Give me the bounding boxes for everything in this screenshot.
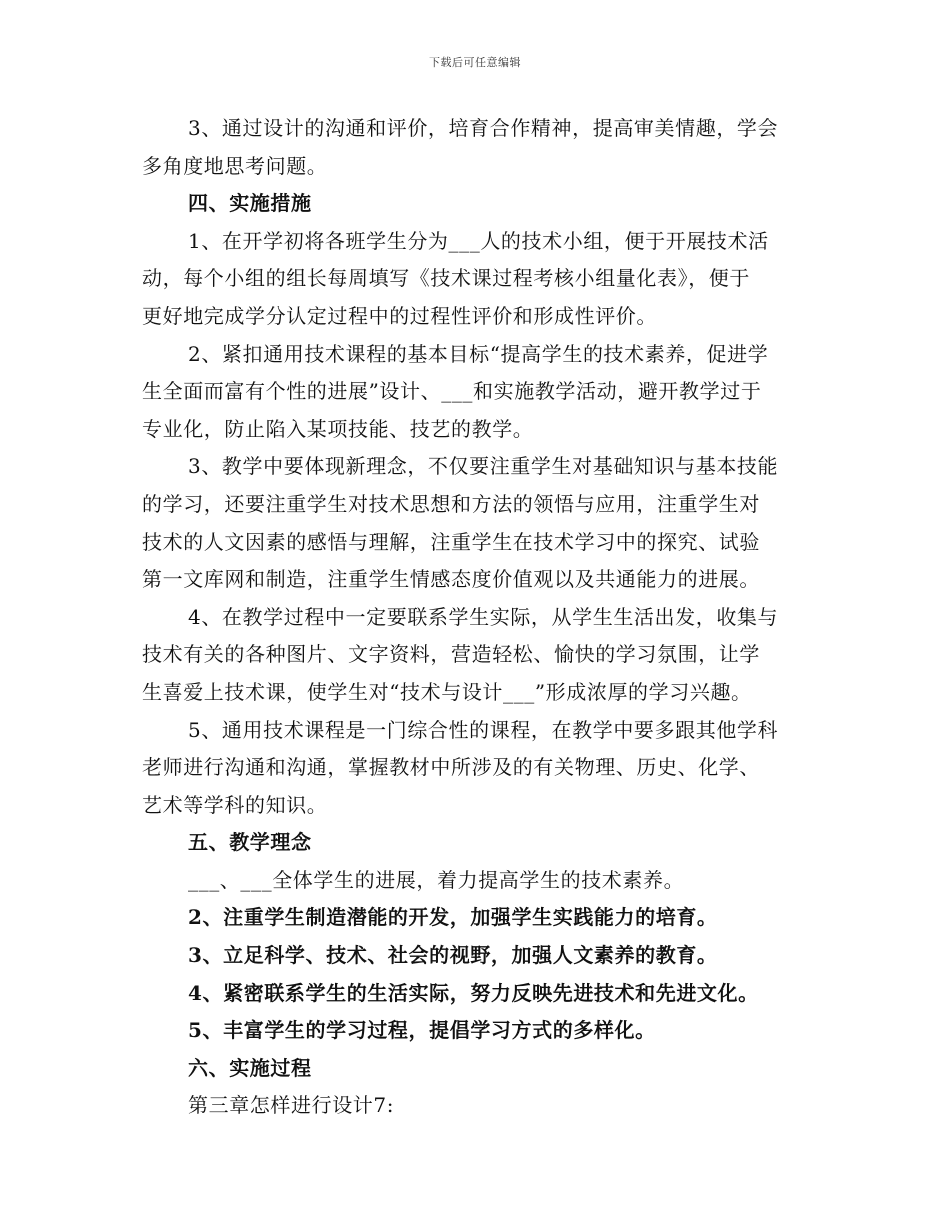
paragraph-line: 5、通用技术课程是一门综合性的课程，在教学中要多跟其他学科 [188, 717, 779, 742]
paragraph-line: 多角度地思考问题。 [142, 153, 328, 178]
section-heading-line: 3、立足科学、技术、社会的视野，加强人文素养的教育。 [188, 943, 718, 968]
paragraph-line: 4、在教学过程中一定要联系学生实际，从学生生活出发，收集与 [188, 604, 779, 629]
paragraph-line: ___、___全体学生的进展，着力提高学生的技术素养。 [188, 867, 685, 892]
paragraph-line: 的学习，还要注重学生对技术思想和方法的领悟与应用，注重学生对 [142, 491, 760, 516]
paragraph-line: 第三章怎样进行设计7: [188, 1093, 395, 1118]
page-header: 下载后可任意编辑 [429, 56, 521, 69]
paragraph-line: 生喜爱上技术课，使学生对“技术与设计___”形成浓厚的学习兴趣。 [142, 679, 752, 704]
paragraph-line: 老师进行沟通和沟通，掌握教材中所涉及的有关物理、历史、化学、 [142, 755, 760, 780]
paragraph-line: 技术的人文因素的感悟与理解，注重学生在技术学习中的探究、试验 [142, 529, 760, 554]
paragraph-line: 2、紧扣通用技术课程的基本目标“提高学生的技术素养，促进学 [188, 341, 769, 366]
paragraph-line: 生全面而富有个性的进展”设计、___和实施教学活动，避开教学过于 [142, 379, 762, 404]
paragraph-line: 技术有关的各种图片、文字资料，营造轻松、愉快的学习氛围，让学 [142, 642, 760, 667]
paragraph-line: 艺术等学科的知识。 [142, 792, 328, 817]
section-heading-line: 五、教学理念 [188, 830, 312, 855]
paragraph-line: 专业化，防止陷入某项技能、技艺的教学。 [142, 416, 534, 441]
section-heading-line: 2、注重学生制造潜能的开发，加强学生实践能力的培育。 [188, 905, 718, 930]
section-heading-line: 4、紧密联系学生的生活实际，努力反映先进技术和先进文化。 [188, 980, 759, 1005]
section-heading-line: 四、实施措施 [188, 191, 312, 216]
paragraph-line: 更好地完成学分认定过程中的过程性评价和形成性评价。 [142, 303, 657, 328]
paragraph-line: 第一文库网和制造，注重学生情感态度价值观以及共通能力的进展。 [142, 567, 760, 592]
section-heading-line: 5、丰富学生的学习过程，提倡学习方式的多样化。 [188, 1018, 656, 1043]
paragraph-line: 动，每个小组的组长每周填写《技术课过程考核小组量化表》，便于 [142, 266, 750, 291]
document-body [142, 110, 812, 1125]
section-heading-line: 六、实施过程 [188, 1055, 312, 1080]
paragraph-line: 3、教学中要体现新理念，不仅要注重学生对基础知识与基本技能 [188, 454, 779, 479]
paragraph-line: 3、通过设计的沟通和评价，培育合作精神，提高审美情趣，学会 [188, 116, 779, 140]
paragraph-line: 1、在开学初将各班学生分为___人的技术小组，便于开展技术活 [188, 228, 769, 253]
